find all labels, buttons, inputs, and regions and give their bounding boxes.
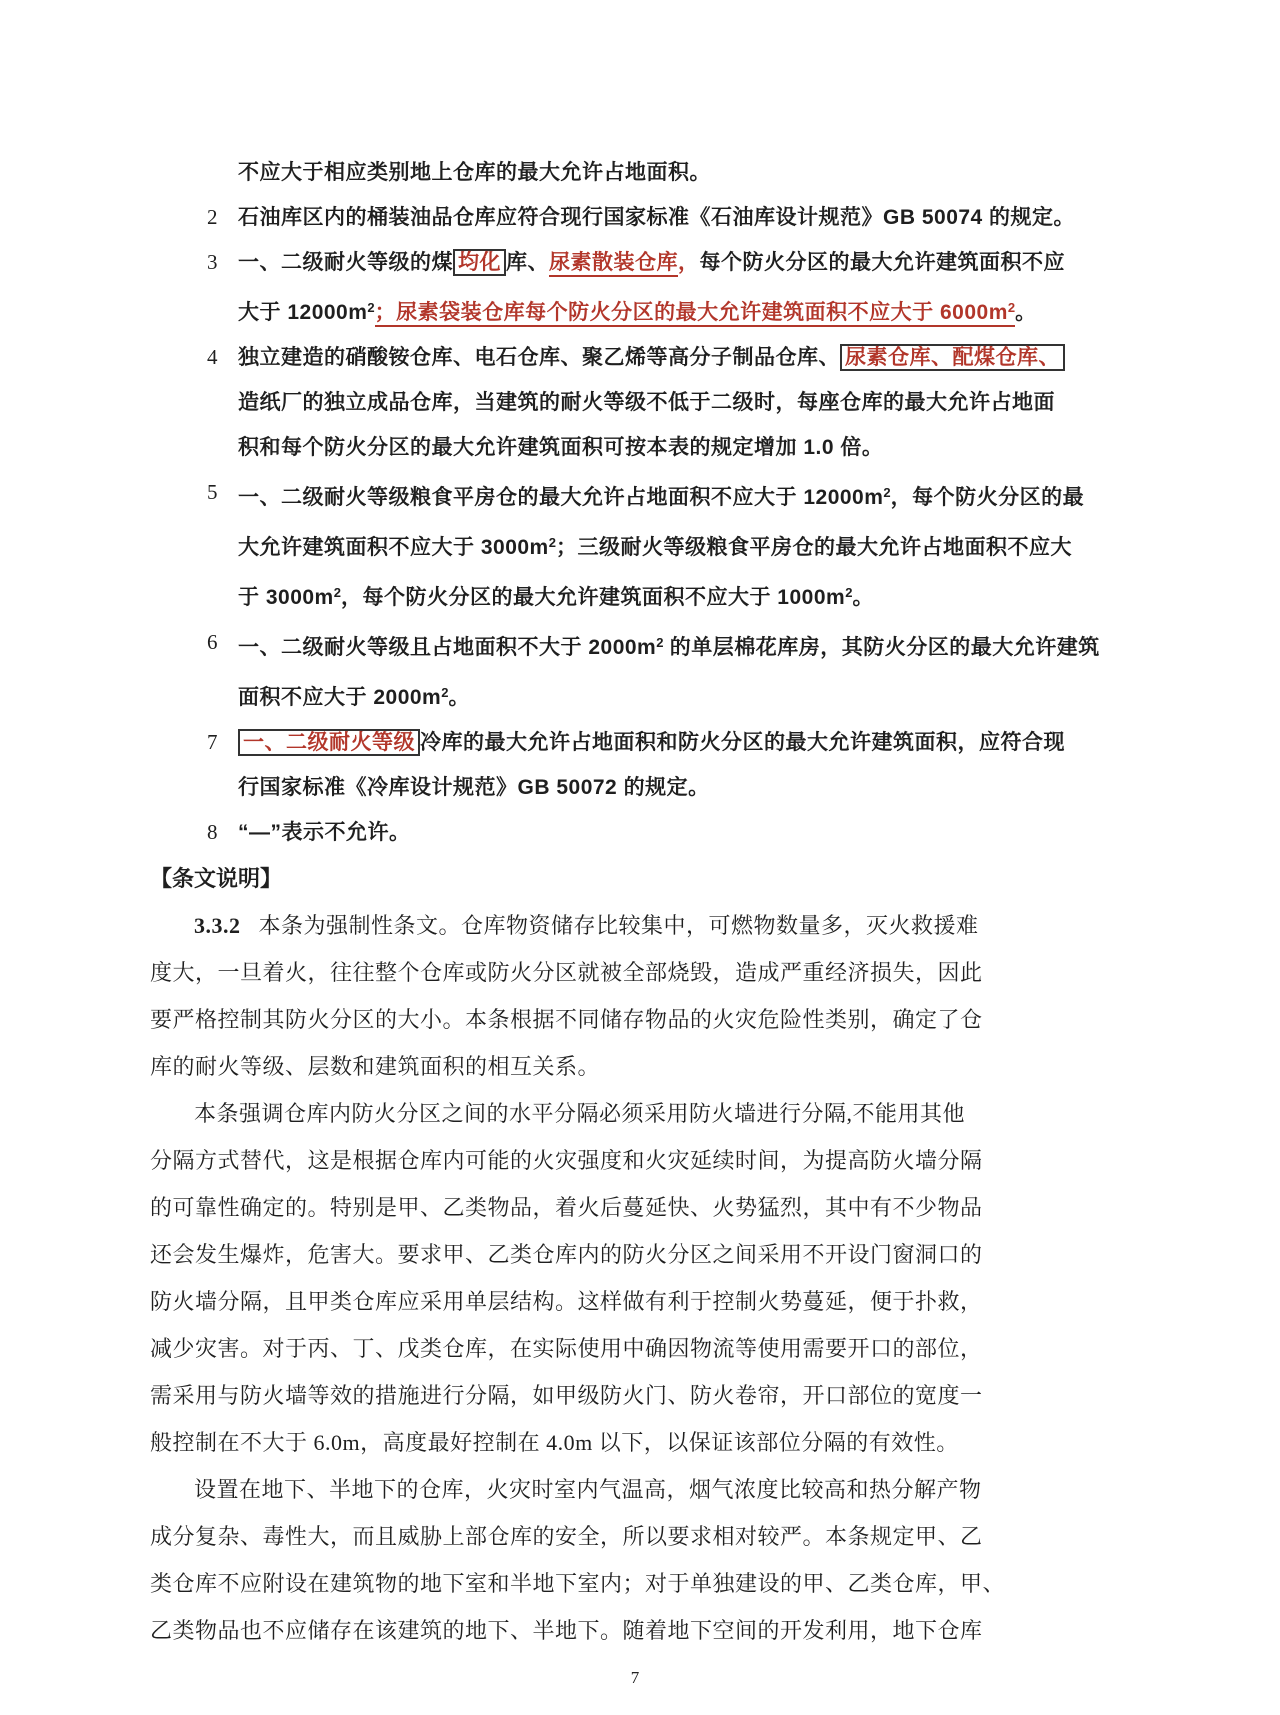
- clause-text: 一、二级耐火等级的煤: [238, 251, 453, 274]
- commentary-text: 设置在地下、半地下的仓库，火灾时室内气温高，烟气浓度比较高和热分解产物: [194, 1477, 982, 1502]
- clause-text: 行国家标准《冷库设计规范》GB 50072 的规定。: [238, 776, 710, 799]
- commentary-p2-line-3: [150, 1184, 1120, 1231]
- clause-number: 2: [207, 205, 218, 229]
- clause-note-7-line-2: [150, 765, 1120, 810]
- clause-text: 一、二级耐火等级且占地面积不大于 2000m: [238, 636, 657, 659]
- clause-text: 。: [448, 686, 470, 709]
- revision-boxed-text: 尿素仓库、配煤仓库、: [840, 344, 1065, 371]
- revision-underlined-text: 尿素散装仓库: [549, 251, 678, 277]
- revision-text: ；尿素袋装仓库每个防火分区的最大允许建筑面积不应大于 6000m: [374, 301, 1008, 324]
- commentary-text: 本条为强制性条文。仓库物资储存比较集中，可燃物数量多，灭火救援难: [258, 913, 979, 938]
- clause-note-5-line-1: [150, 470, 1120, 520]
- clause-number: 3: [207, 250, 218, 274]
- commentary-p1-line-3: [150, 996, 1120, 1043]
- superscript-2: 2: [441, 685, 449, 700]
- clause-note-4-line-2: [150, 380, 1120, 425]
- commentary-text: 需采用与防火墙等效的措施进行分隔，如甲级防火门、防火卷帘，开口部位的宽度一: [150, 1383, 983, 1408]
- clause-text: “—”表示不允许。: [238, 821, 411, 844]
- superscript-2: 2: [333, 585, 341, 600]
- commentary-text: 分隔方式替代，这是根据仓库内可能的火灾强度和火灾延续时间，为提高防火墙分隔: [150, 1148, 983, 1173]
- clause-note-2: [150, 195, 1120, 240]
- superscript-2: 2: [548, 535, 556, 550]
- clause-note-3-line-1: [150, 240, 1120, 285]
- commentary-p3-line-1: [150, 1466, 1120, 1513]
- clause-1-continuation: [150, 150, 1120, 195]
- clause-note-4-line-3: [150, 425, 1120, 470]
- commentary-p1-line-2: [150, 949, 1120, 996]
- clause-note-3-line-2: [150, 285, 1120, 335]
- commentary-text: 还会发生爆炸，危害大。要求甲、乙类仓库内的防火分区之间采用不开设门窗洞口的: [150, 1242, 983, 1267]
- commentary-text: 般控制在不大于 6.0m，高度最好控制在 4.0m 以下，以保证该部位分隔的有效性。: [150, 1430, 959, 1455]
- clause-ref-label: 3.3.2: [194, 913, 241, 938]
- superscript-2: 2: [883, 485, 891, 500]
- commentary-p2-line-6: [150, 1325, 1120, 1372]
- clause-text: 积和每个防火分区的最大允许建筑面积可按本表的规定增加 1.0 倍。: [238, 436, 884, 459]
- clause-number: 6: [207, 630, 218, 654]
- clause-text: 大于 12000m: [238, 301, 368, 324]
- clause-text: 大允许建筑面积不应大于 3000m: [238, 536, 549, 559]
- commentary-p1-line-4: [150, 1043, 1120, 1090]
- commentary-text: 度大，一旦着火，往往整个仓库或防火分区就被全部烧毁，造成严重经济损失，因此: [150, 960, 983, 985]
- clause-text: 于 3000m: [238, 586, 334, 609]
- clause-text: ，每个防火分区的最大允许建筑面积不应大于 1000m: [340, 586, 846, 609]
- clause-note-6-line-1: [150, 620, 1120, 670]
- superscript-2: 2: [1007, 300, 1016, 315]
- commentary-text: 库的耐火等级、层数和建筑面积的相互关系。: [150, 1054, 601, 1079]
- commentary-p2-line-4: [150, 1231, 1120, 1278]
- clause-text: ，每个防火分区的最: [890, 486, 1085, 509]
- clause-text: ；三级耐火等级粮食平房仓的最大允许占地面积不应大: [555, 536, 1072, 559]
- commentary-text: 本条强调仓库内防火分区之间的水平分隔必须采用防火墙进行分隔,不能用其他: [194, 1101, 966, 1126]
- revision-boxed-text: 均化: [453, 249, 506, 276]
- commentary-section-header: 【条文说明】: [150, 866, 283, 891]
- commentary-p1-line-1: [150, 902, 1120, 949]
- page-number: 7: [630, 1668, 640, 1687]
- superscript-2: 2: [367, 300, 375, 315]
- clause-text: 。: [1015, 301, 1037, 324]
- revision-text: ，: [678, 251, 700, 274]
- clause-note-8: [150, 810, 1120, 855]
- clause-text: 独立建造的硝酸铵仓库、电石仓库、聚乙烯等高分子制品仓库、: [238, 346, 840, 369]
- clause-number: 5: [207, 480, 218, 504]
- clause-note-6-line-2: [150, 670, 1120, 720]
- clause-note-5-line-3: [150, 570, 1120, 620]
- clause-note-7-line-1: [150, 720, 1120, 765]
- superscript-2: 2: [845, 585, 853, 600]
- clause-text: 不应大于相应类别地上仓库的最大允许占地面积。: [238, 161, 711, 184]
- clause-number: 8: [207, 820, 218, 844]
- clause-note-5-line-2: [150, 520, 1120, 570]
- clause-text: 每个防火分区的最大允许建筑面积不应: [699, 251, 1065, 274]
- commentary-text: 要严格控制其防火分区的大小。本条根据不同储存物品的火灾危险性类别，确定了仓: [150, 1007, 983, 1032]
- commentary-p2-line-1: [150, 1090, 1120, 1137]
- commentary-p2-line-7: [150, 1372, 1120, 1419]
- commentary-text: 类仓库不应附设在建筑物的地下室和半地下室内；对于单独建设的甲、乙类仓库，甲、: [150, 1571, 1006, 1596]
- commentary-p3-line-2: [150, 1513, 1120, 1560]
- commentary-text: 防火墙分隔，且甲类仓库应采用单层结构。这样做有利于控制火势蔓延，便于扑救，: [150, 1289, 983, 1314]
- clause-text: 面积不应大于 2000m: [238, 686, 442, 709]
- clause-text: 一、二级耐火等级粮食平房仓的最大允许占地面积不应大于 12000m: [238, 486, 884, 509]
- clause-number: 7: [207, 730, 218, 754]
- clause-note-4-line-1: [150, 335, 1120, 380]
- commentary-p3-line-3: [150, 1560, 1120, 1607]
- clause-text: 。: [852, 586, 874, 609]
- superscript-2: 2: [656, 635, 664, 650]
- commentary-text: 的可靠性确定的。特别是甲、乙类物品，着火后蔓延快、火势猛烈，其中有不少物品: [150, 1195, 983, 1220]
- revision-boxed-text: 一、二级耐火等级: [238, 729, 420, 756]
- commentary-text: 成分复杂、毒性大，而且威胁上部仓库的安全，所以要求相对较严。本条规定甲、乙: [150, 1524, 983, 1549]
- clause-text: 库、: [506, 251, 549, 274]
- commentary-p3-line-4: [150, 1607, 1120, 1654]
- clause-text: 冷库的最大允许占地面积和防火分区的最大允许建筑面积，应符合现: [420, 731, 1065, 754]
- clause-text: 石油库区内的桶装油品仓库应符合现行国家标准《石油库设计规范》GB 50074 的规定。: [238, 206, 1076, 229]
- commentary-p2-line-8: [150, 1419, 1120, 1466]
- clause-number: 4: [207, 345, 218, 369]
- commentary-text: 减少灾害。对于丙、丁、戊类仓库，在实际使用中确因物流等使用需要开口的部位，: [150, 1336, 983, 1361]
- commentary-p2-line-5: [150, 1278, 1120, 1325]
- clause-text: 的单层棉花库房，其防火分区的最大允许建筑: [663, 636, 1100, 659]
- revision-underlined-text: [375, 301, 1015, 327]
- commentary-text: 乙类物品也不应储存在该建筑的地下、半地下。随着地下空间的开发利用，地下仓库: [150, 1618, 983, 1643]
- commentary-p2-line-2: [150, 1137, 1120, 1184]
- clause-text: 造纸厂的独立成品仓库，当建筑的耐火等级不低于二级时，每座仓库的最大允许占地面: [238, 391, 1055, 414]
